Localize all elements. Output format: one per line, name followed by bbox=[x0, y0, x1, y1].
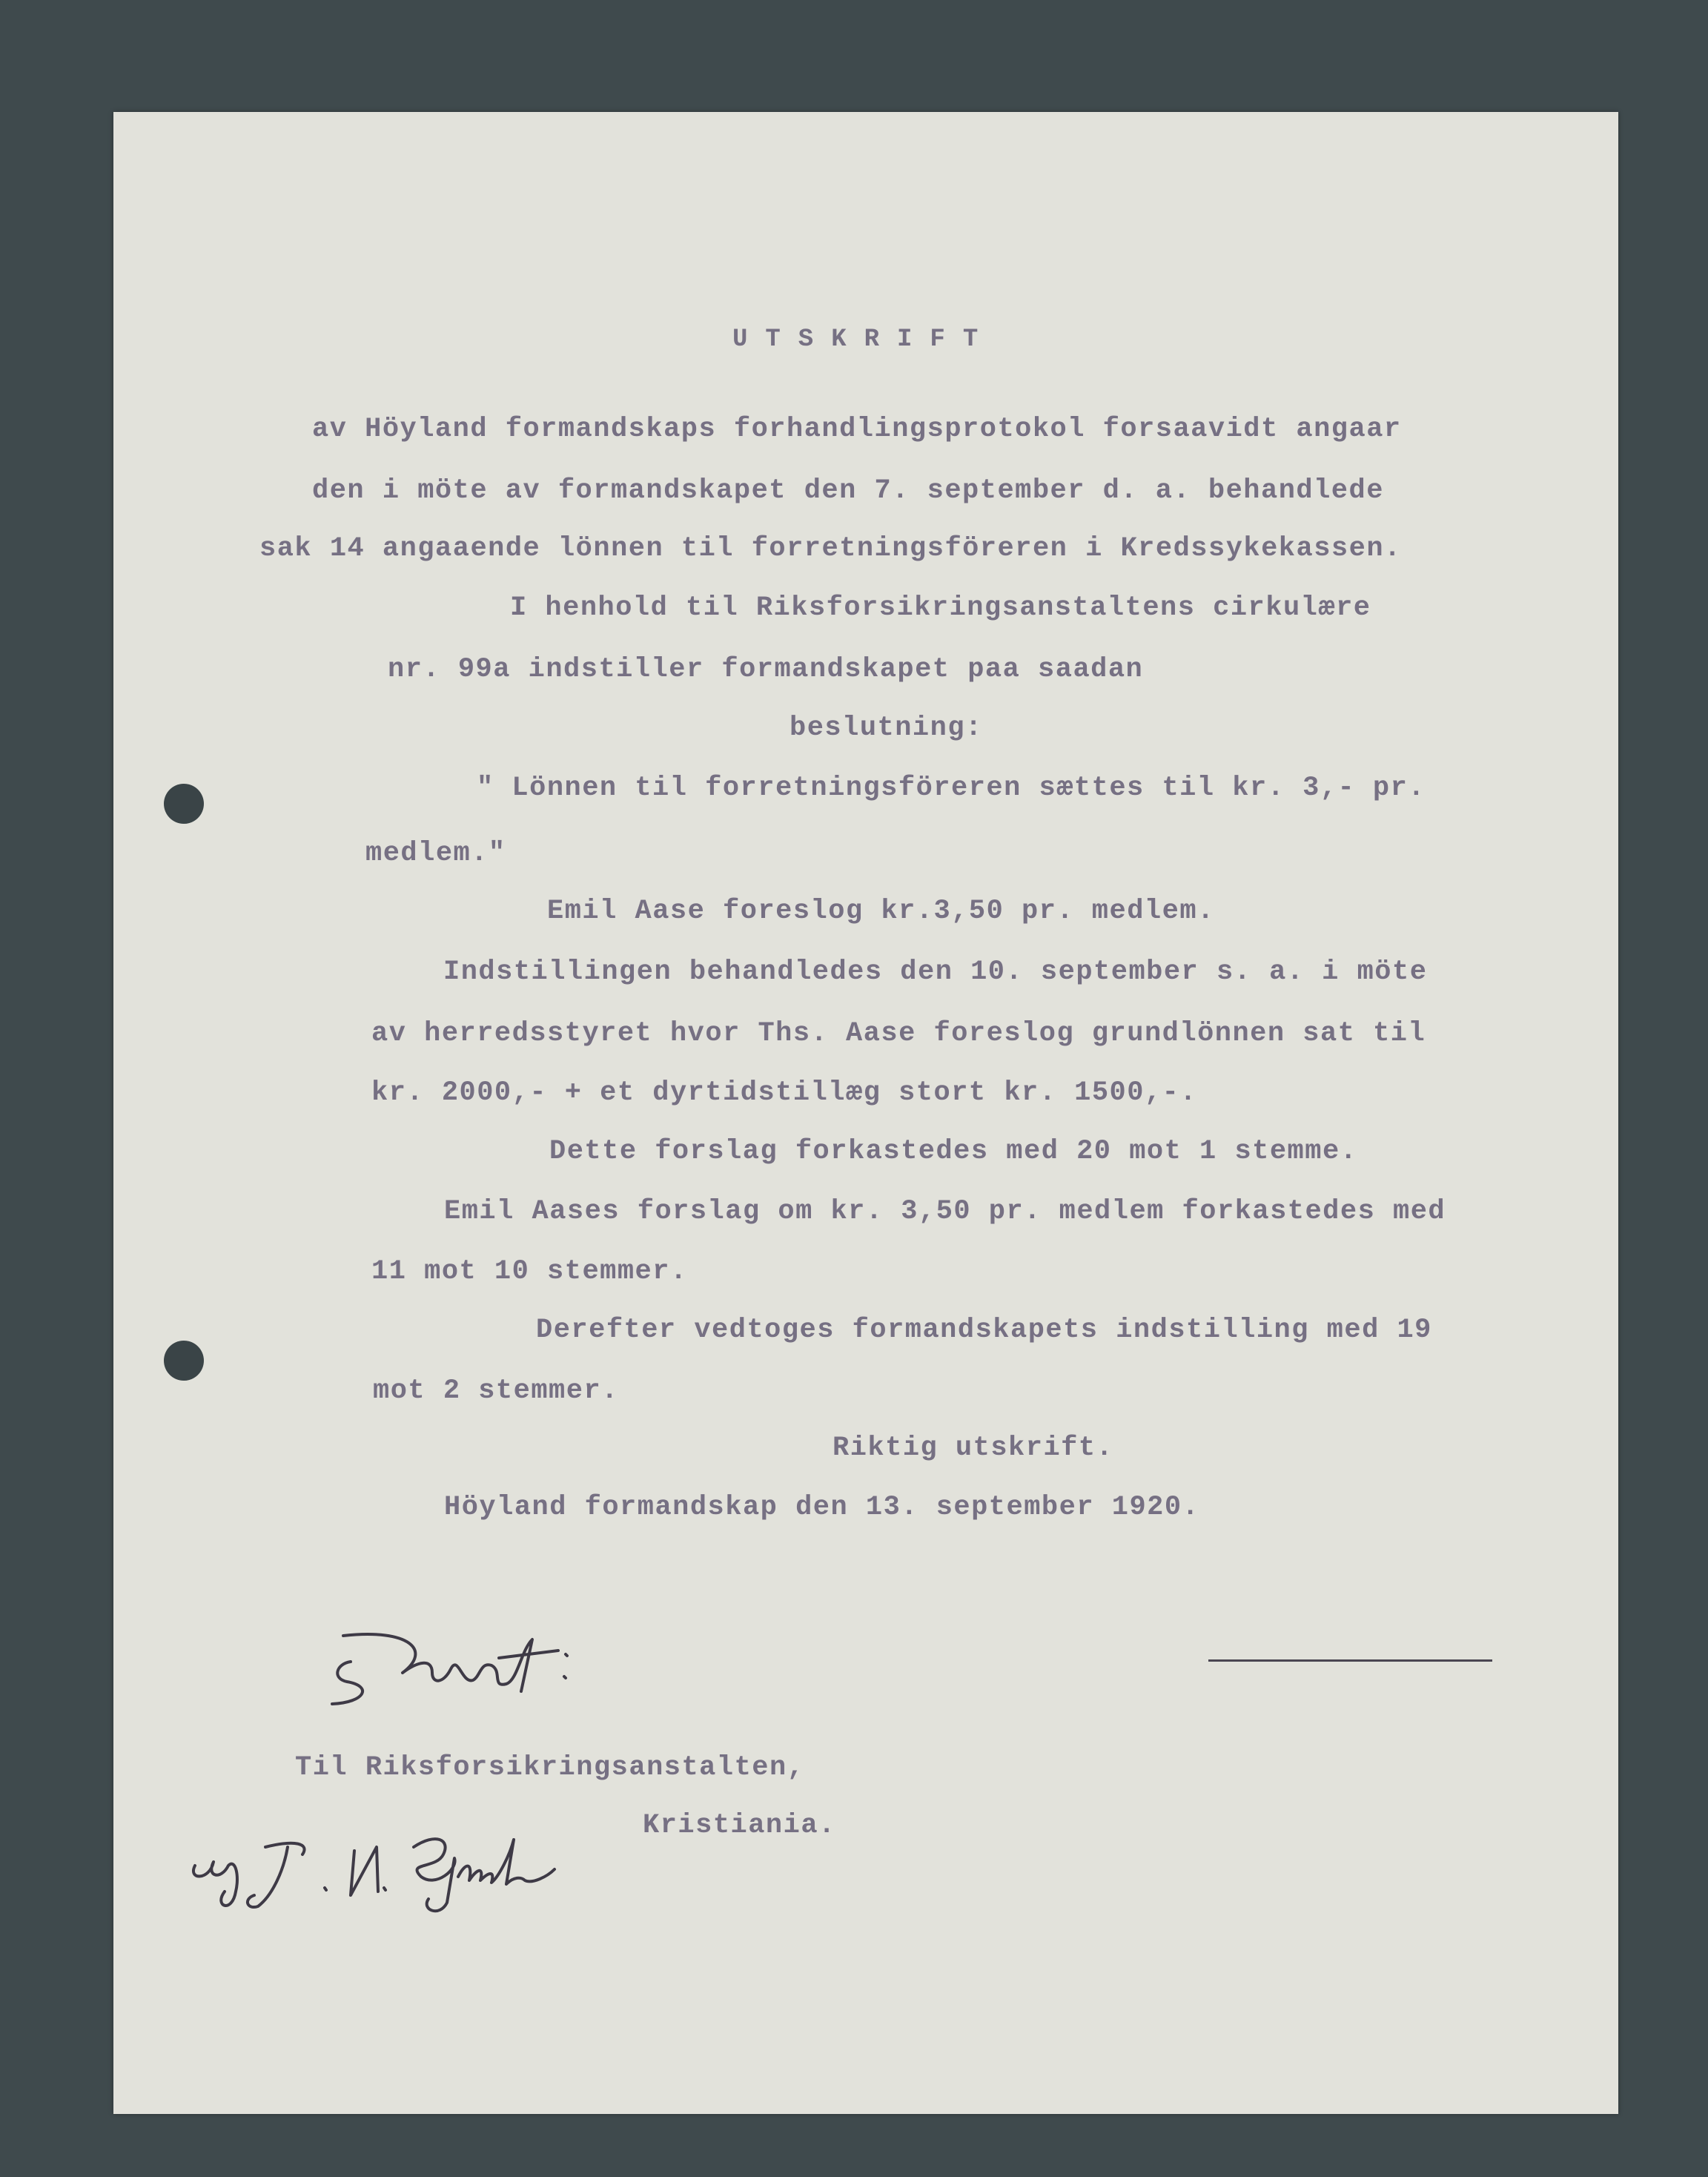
addressee-city: Kristiania. bbox=[643, 1810, 836, 1841]
addressee-line: Til Riksforsikringsanstalten, bbox=[295, 1752, 805, 1783]
body-line-16: Derefter vedtoges formandskapets indstilling med 19 bbox=[536, 1315, 1432, 1346]
body-line-9: Emil Aase foreslog kr.3,50 pr. medlem. bbox=[547, 896, 1215, 927]
body-line-11: av herredsstyret hvor Ths. Aase foreslog grundlönnen sat til bbox=[371, 1018, 1426, 1049]
body-line-19: Höyland formandskap den 13. september 1920. bbox=[444, 1492, 1200, 1523]
handwritten-sendt bbox=[321, 1621, 588, 1710]
body-line-10: Indstillingen behandledes den 10. september s. a. i möte bbox=[443, 957, 1428, 988]
body-line-6: beslutning: bbox=[790, 713, 983, 744]
body-line-7: " Lönnen til forretningsföreren sættes til kr. 3,- pr. bbox=[477, 773, 1426, 804]
signature-rule bbox=[1208, 1659, 1492, 1662]
document-title: UTSKRIFT bbox=[732, 326, 996, 354]
body-line-3: sak 14 angaaende lönnen til forretningsföreren i Kredssykekassen. bbox=[259, 533, 1402, 564]
body-line-5: nr. 99a indstiller formandskapet paa saadan bbox=[388, 654, 1144, 685]
body-line-8: medlem." bbox=[365, 838, 506, 869]
punch-hole-bottom bbox=[164, 1341, 204, 1381]
body-line-18: Riktig utskrift. bbox=[833, 1433, 1114, 1464]
body-line-4: I henhold til Riksforsikringsanstaltens cirkulære bbox=[510, 592, 1371, 624]
body-line-14: Emil Aases forslag om kr. 3,50 pr. medlem forkastedes med bbox=[444, 1196, 1446, 1227]
handwritten-initials bbox=[184, 1825, 599, 1921]
document-sheet bbox=[113, 112, 1618, 2114]
body-line-13: Dette forslag forkastedes med 20 mot 1 stemme. bbox=[549, 1136, 1358, 1167]
body-line-2: den i möte av formandskapet den 7. september d. a. behandlede bbox=[312, 475, 1384, 506]
punch-hole-top bbox=[164, 784, 204, 824]
body-line-12: kr. 2000,- + et dyrtidstillæg stort kr. 1500,-. bbox=[371, 1077, 1198, 1109]
body-line-1: av Höyland formandskaps forhandlingsprotokol forsaavidt angaar bbox=[312, 414, 1402, 445]
body-line-17: mot 2 stemmer. bbox=[373, 1375, 619, 1407]
body-line-15: 11 mot 10 stemmer. bbox=[371, 1256, 688, 1287]
